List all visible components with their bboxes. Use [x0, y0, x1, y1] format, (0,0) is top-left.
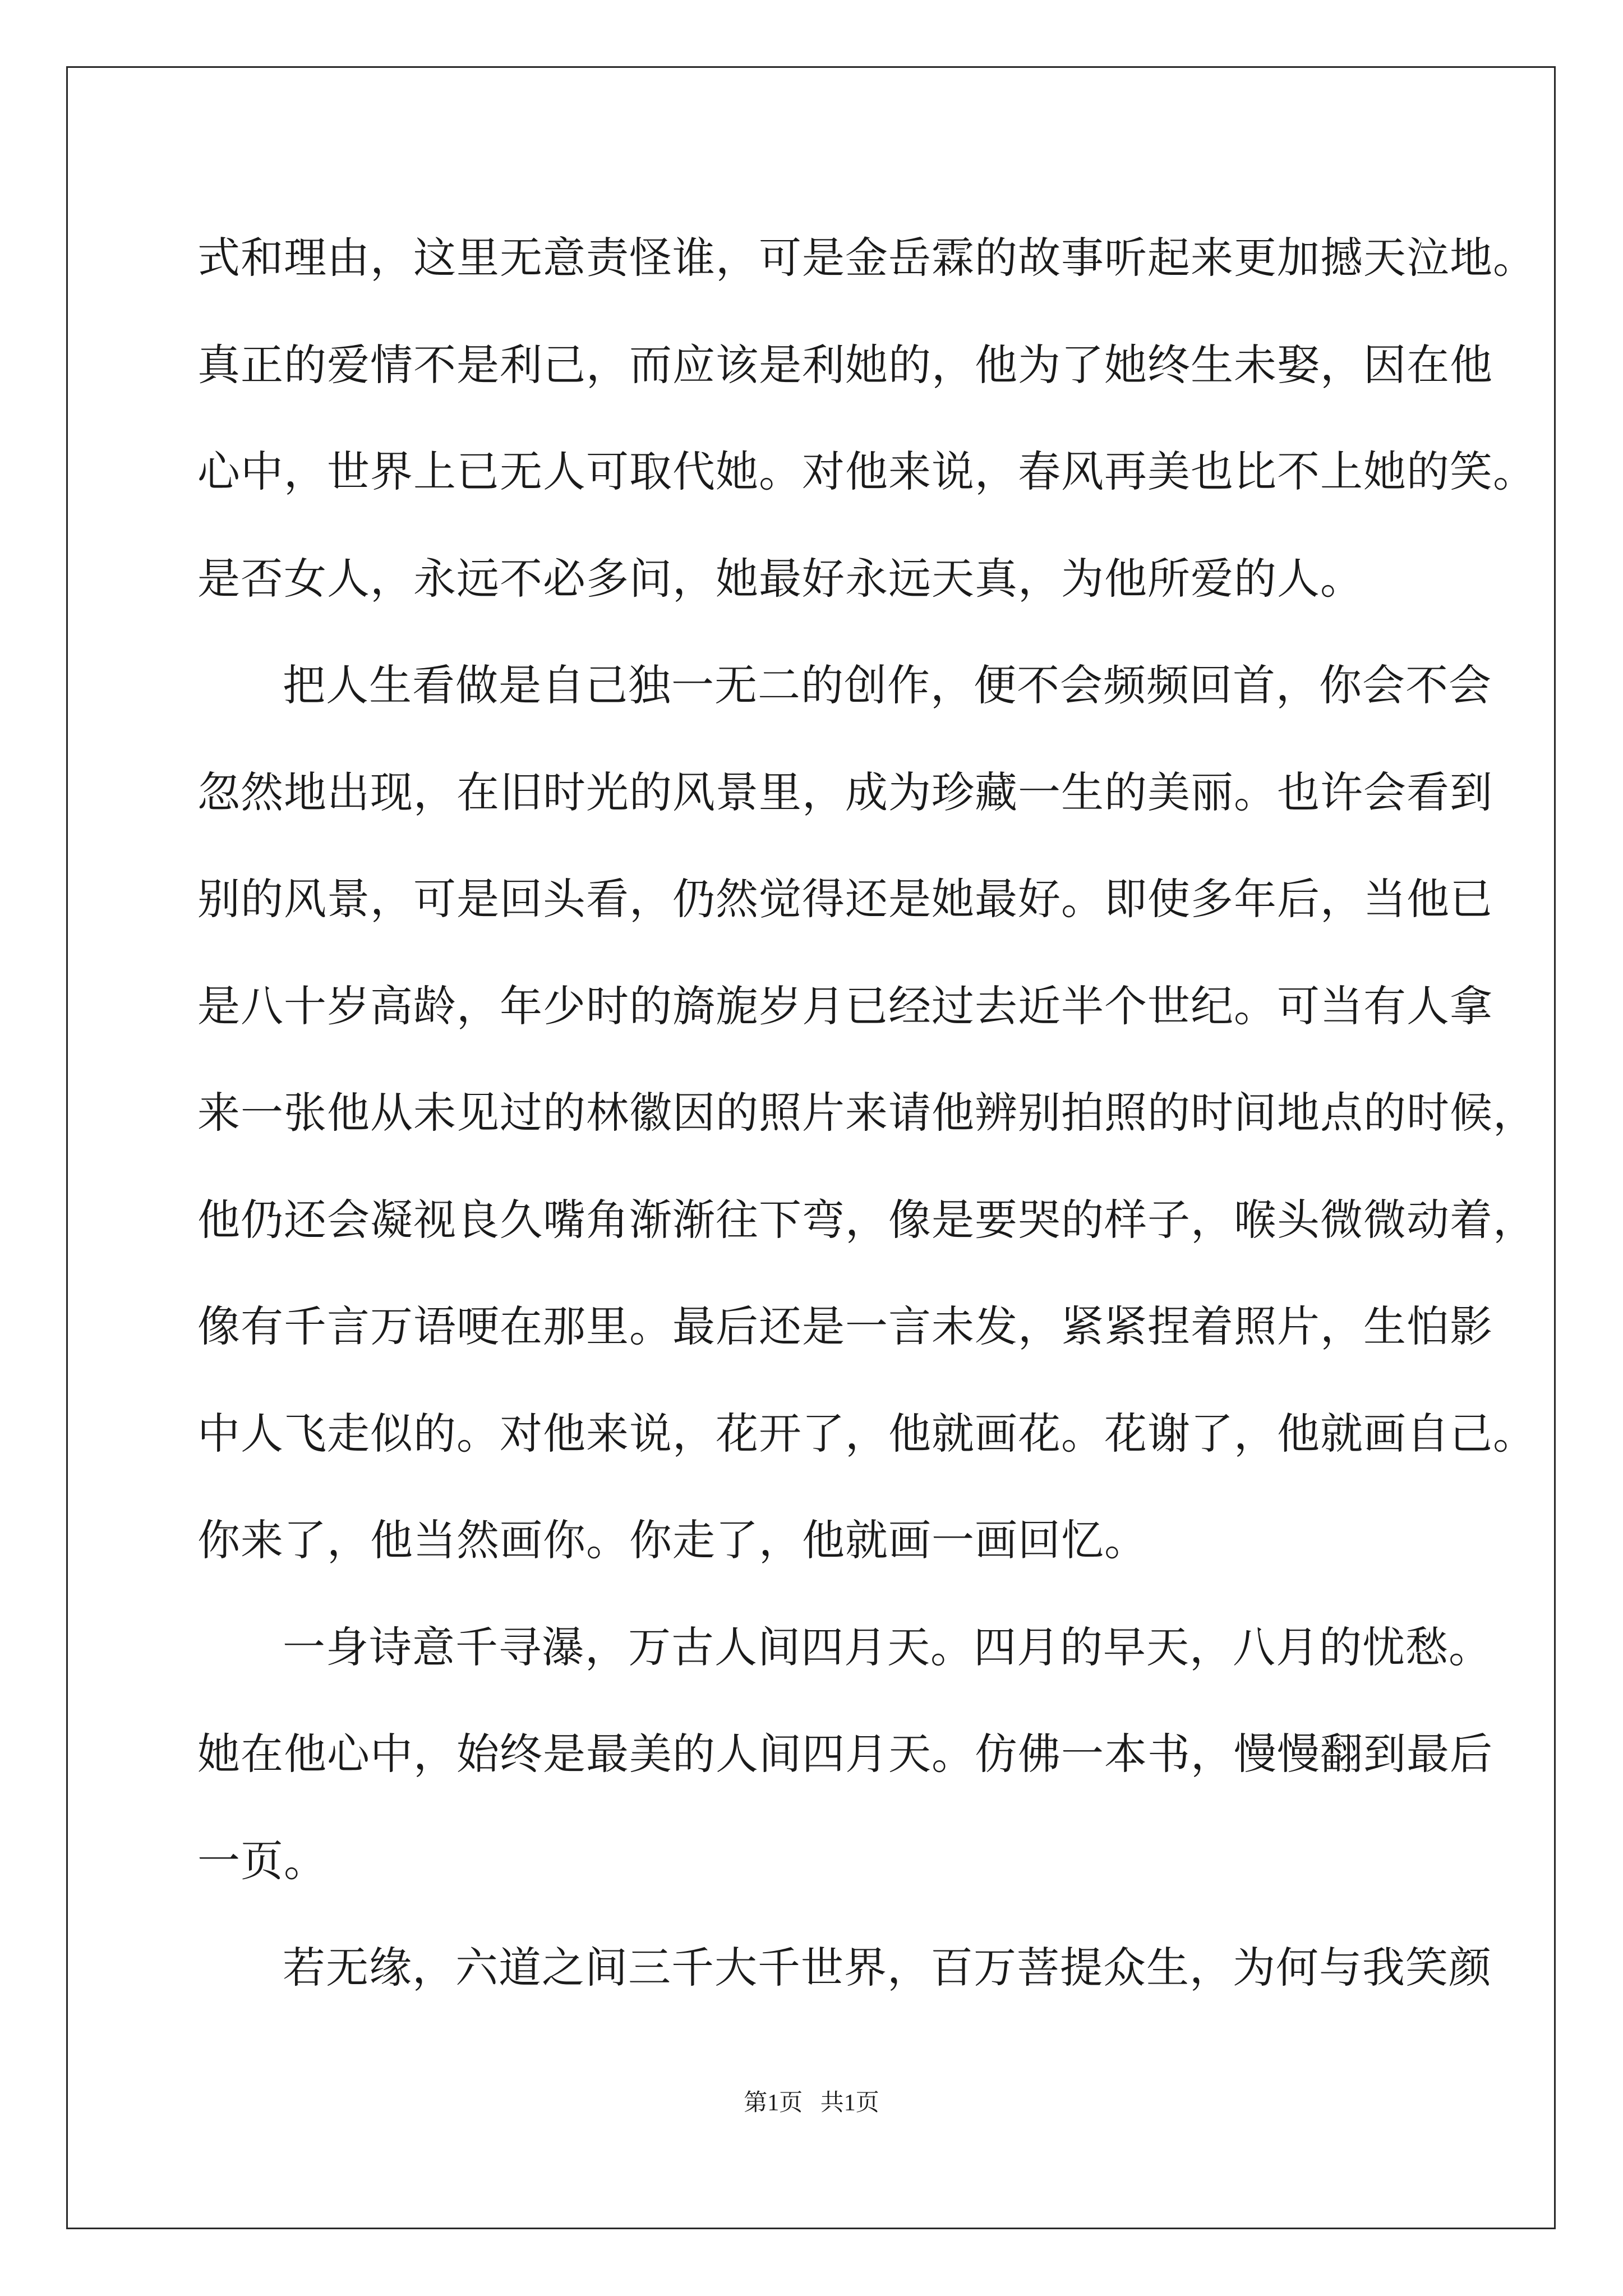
text-line: 来一张他从未见过的林徽因的照片来请他辨别拍照的时间地点的时候，: [197, 1088, 1536, 1138]
text-line: 真正的爱情不是利己，而应该是利她的，他为了她终生未娶，因在他: [197, 339, 1493, 390]
text-line: 他仍还会凝视良久嘴角渐渐往下弯，像是要哭的样子，喉头微微动着，: [197, 1194, 1536, 1245]
text-line: 她在他心中，始终是最美的人间四月天。仿佛一本书，慢慢翻到最后: [197, 1729, 1493, 1779]
text-line: 是否女人，永远不必多问，她最好永远天真，为他所爱的人。: [197, 553, 1363, 604]
text-line: 你来了，他当然画你。你走了，他就画一画回忆。: [197, 1515, 1147, 1565]
text-line: 像有千言万语哽在那里。最后还是一言未发，紧紧捏着照片，生怕影: [197, 1301, 1493, 1351]
body-text: [197, 205, 1536, 2022]
paragraph-first-line: 一身诗意千寻瀑，万古人间四月天。四月的早天，八月的忧愁。: [283, 1622, 1492, 1672]
text-line: 是八十岁高龄，年少时的旖旎岁月已经过去近半个世纪。可当有人拿: [197, 981, 1493, 1031]
text-line: 式和理由，这里无意责怪谁，可是金岳霖的故事听起来更加撼天泣地。: [197, 233, 1536, 283]
text-line: 忽然地出现，在旧时光的风景里，成为珍藏一生的美丽。也许会看到: [197, 767, 1493, 817]
paragraph-first-line: 若无缘，六道之间三千大千世界，百万菩提众生，为何与我笑颜: [283, 1943, 1492, 1993]
paragraph-first-line: 把人生看做是自己独一无二的创作，便不会频频回首，你会不会: [283, 660, 1492, 710]
text-line: 一页。: [197, 1835, 327, 1886]
page-footer: 第1页 共1页: [744, 2090, 879, 2116]
text-line: 心中，世界上已无人可取代她。对他来说，春风再美也比不上她的笑。: [197, 447, 1536, 496]
text-line: 别的风景，可是回头看，仍然觉得还是她最好。即使多年后，当他已: [197, 874, 1493, 924]
text-line: 中人飞走似的。对他来说，花开了，他就画花。花谢了，他就画自己。: [197, 1408, 1536, 1458]
